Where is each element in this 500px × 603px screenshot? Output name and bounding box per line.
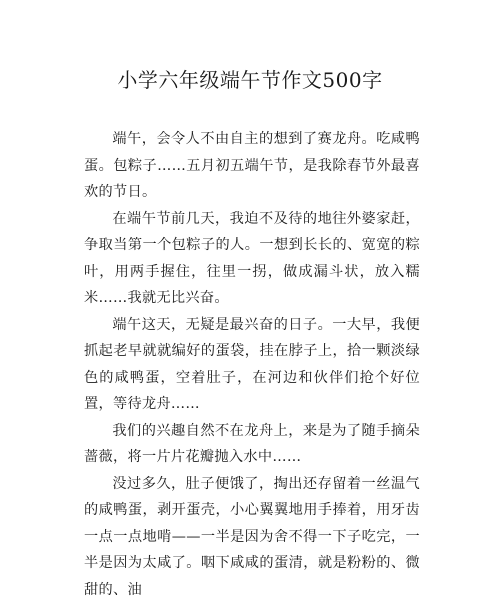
document-title: 小学六年级端午节作文500字	[0, 64, 500, 93]
paragraph: 端午，会令人不由自主的想到了赛龙舟。吃咸鸭蛋。包粽子……五月初五端午节，是我除春节外最喜欢的节日。	[84, 126, 420, 206]
paragraph: 在端午节前几天，我迫不及待的地往外婆家赶，争取当第一个包粽子的人。一想到长长的、宽宽的粽叶，用两手握住，往里一拐，做成漏斗状，放入糯米……我就无比兴奋。	[84, 206, 420, 312]
paragraph: 我们的兴趣自然不在龙舟上，来是为了随手摘朵蔷薇，将一片片花瓣抛入水中……	[84, 418, 420, 471]
document-body	[84, 126, 420, 603]
paragraph: 没过多久，肚子便饿了，掏出还存留着一丝温气的咸鸭蛋，剥开蛋壳，小心翼翼地用手捧着，用牙齿一点一点地啃——一半是因为舍不得一下子吃完，一半是因为太咸了。咽下咸咸的蛋清，就是粉粉的、微甜的、油	[84, 471, 420, 603]
paragraph: 端午这天，无疑是最兴奋的日子。一大早，我便抓起老早就就编好的蛋袋，挂在脖子上，拾一颗淡绿色的咸鸭蛋，空着肚子，在河边和伙伴们抢个好位置，等待龙舟……	[84, 312, 420, 418]
